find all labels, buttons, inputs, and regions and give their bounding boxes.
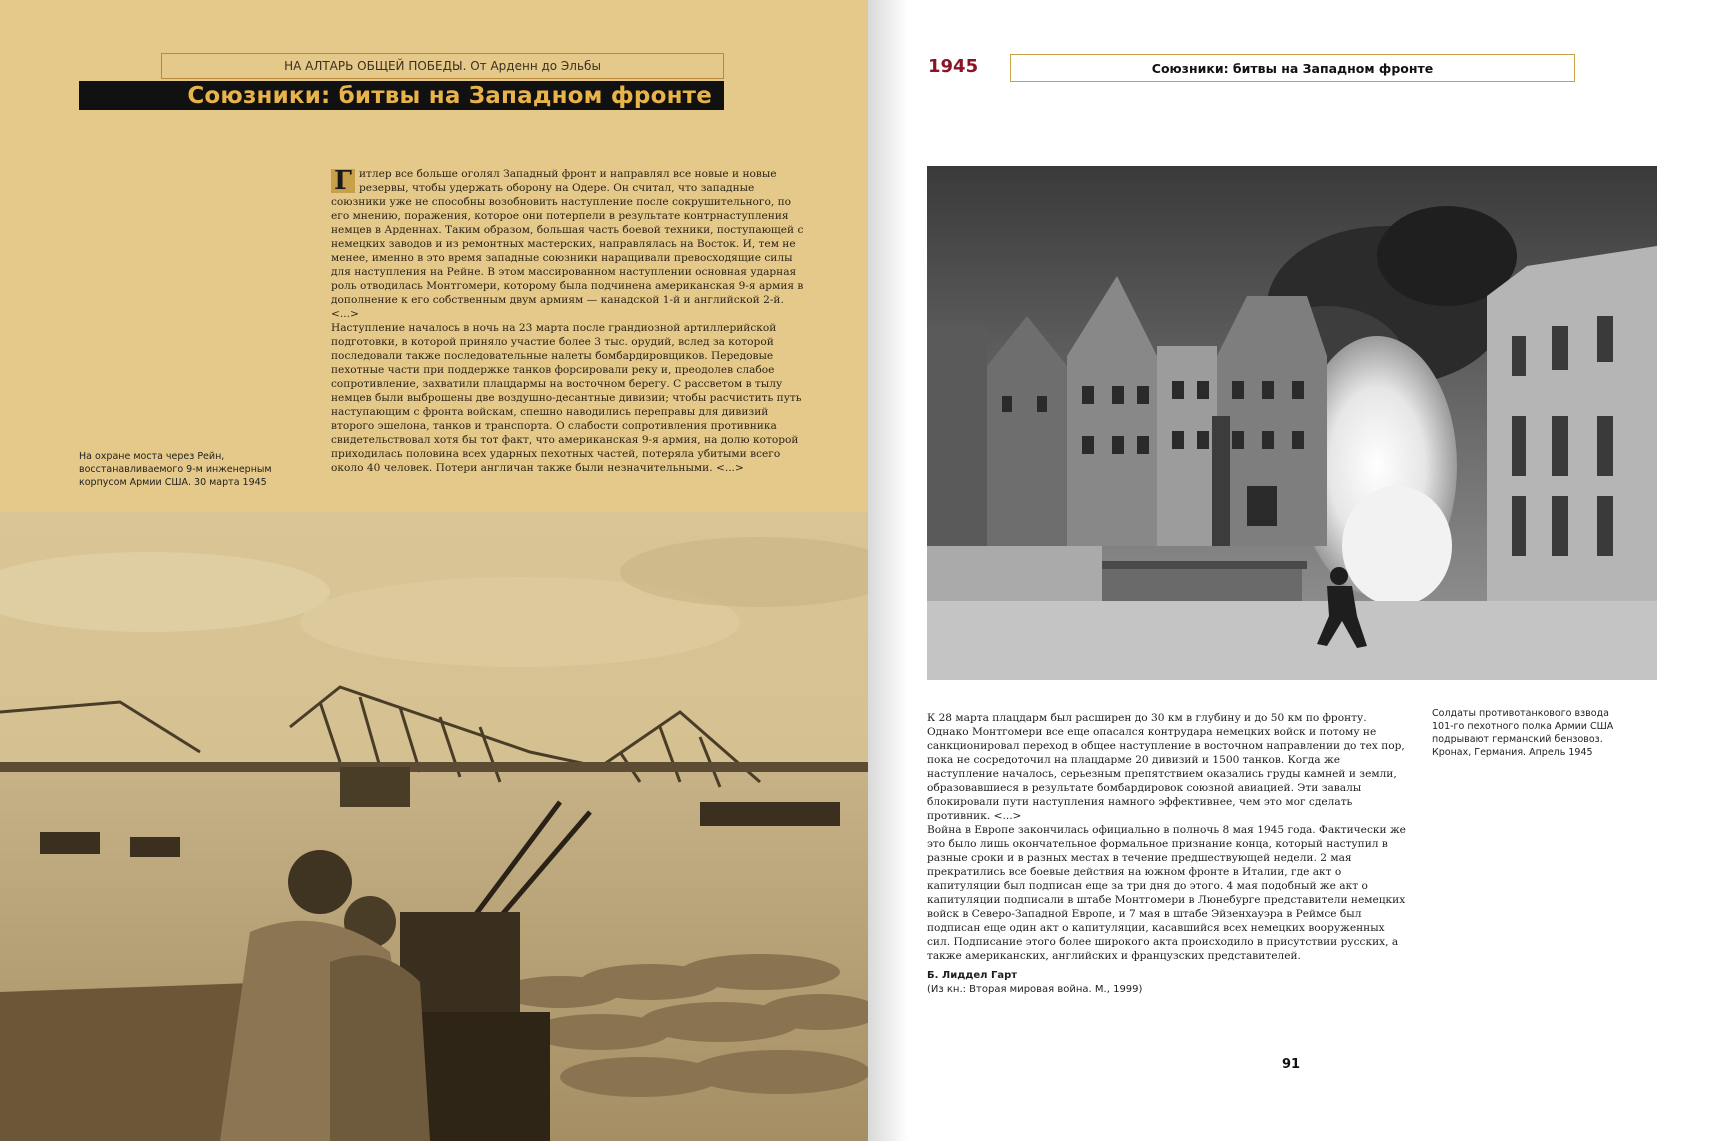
page-number: 91	[1282, 1057, 1301, 1072]
left-paragraph-1	[331, 167, 808, 321]
left-paragraph-2: Наступление началось в ночь на 23 марта после грандиозной артиллерийской подготовки, в которой приняло участие более 3 тыс. орудий, вслед за которой последовали также последовательные налеты бомбардировщиков. Передовые пехотные части при поддержке танков форсировали реку и, преодолев слабое сопротивление, захватили плацдармы на восточном берегу. С рассветом в тылу немцев были выброшены две воздушно-десантные дивизии; чтобы расчистить путь наступающим с фронта войскам, спешно наводились переправы для дивизий второго эшелона, танков и транспорта. О слабости сопротивления противника свидетельствовал хотя бы тот факт, что американская 9-я армия, на долю которой приходилась половина всех ударных пехотных частей, потеряла убитыми всего около 40 человек. Потери англичан также были незначительными. <...>	[331, 322, 802, 474]
right-page	[868, 0, 1732, 1141]
year-label: 1945	[928, 56, 979, 77]
left-paragraph-1-text: итлер все больше оголял Западный фронт и направлял все новые и новые резервы, чтобы удержать оборону на Одере. Он считал, что западные союзники уже не способны возобновить наступление после сокрушительного, по его мнению, поражения, которое они потерпели в результате контрнаступления немцев в Арденнах. Таким образом, большая часть боевой техники, поступающей с немецких заводов и из ремонтных мастерских, направлялась на Восток. И, тем не менее, именно в это время западные союзники наращивали превосходящие силы для наступления на Рейне. В этом массированном наступлении основная ударная роль отводилась Монтгомери, которому была подчинена американская 9-я армия в дополнение к его собственным двум армиям — канадской 1-й и английской 2-й. <...>	[331, 168, 804, 320]
bridge-photo	[0, 512, 868, 1141]
left-body-text	[331, 167, 808, 475]
source-citation: (Из кн.: Вторая мировая война. М., 1999)	[927, 984, 1143, 995]
right-photo-caption: Солдаты противотанкового взвода 101-го пехотного полка Армии США подрывают германский бензовоз. Кронах, Германия. Апрель 1945	[1432, 708, 1614, 758]
left-running-header: НА АЛТАРЬ ОБЩЕЙ ПОБЕДЫ. От Арденн до Эльбы	[161, 53, 724, 79]
gutter-shade	[868, 0, 908, 1141]
dropcap: Г	[331, 169, 355, 193]
right-body-text	[927, 711, 1407, 997]
town-square-explosion-photo	[927, 166, 1657, 680]
right-paragraph-2: Война в Европе закончилась официально в полночь 8 мая 1945 года. Фактически же это было лишь окончательное формальное признание конца, который наступил в разные сроки и в разных местах в течение предшествующей недели. 2 мая прекратились все боевые действия на южном фронте в Италии, где акт о капитуляции был подписан еще за три дня до этого. 4 мая подобный же акт о капитуляции подписали в штабе Монтгомери в Люнебурге представители немецких войск в Северо-Западной Европе, и 7 мая в штабе Эйзенхауэра в Реймсе был подписан еще один акт о капитуляции, касавшийся всех немецких вооруженных сил. Подписание этого более широкого акта происходило в присутствии русских, а также американских, английских и французских представителей.	[927, 824, 1406, 962]
chapter-title: Союзники: битвы на Западном фронте	[79, 81, 724, 110]
right-paragraph-1: К 28 марта плацдарм был расширен до 30 км в глубину и до 50 км по фронту. Однако Монтгомери все еще опасался контрудара немецких войск и потому не санкционировал переход в общее наступление в восточном направлении до тех пор, пока не сосредоточил на плацдарме 20 дивизий и 1500 танков. Когда же наступление началось, серьезным препятствием оказались груды камней и земли, образовавшиеся в результате бомбардировок союзной авиацией. Эти завалы блокировали пути наступления намного эффективнее, чем это мог сделать противник. <...>	[927, 712, 1405, 822]
left-photo-caption: На охране моста через Рейн, восстанавливаемого 9-м инженерным корпусом Армии США. 30 марта 1945	[79, 451, 272, 488]
author-name: Б. Лиддел Гарт	[927, 970, 1018, 981]
right-running-header: Союзники: битвы на Западном фронте	[1010, 54, 1575, 82]
